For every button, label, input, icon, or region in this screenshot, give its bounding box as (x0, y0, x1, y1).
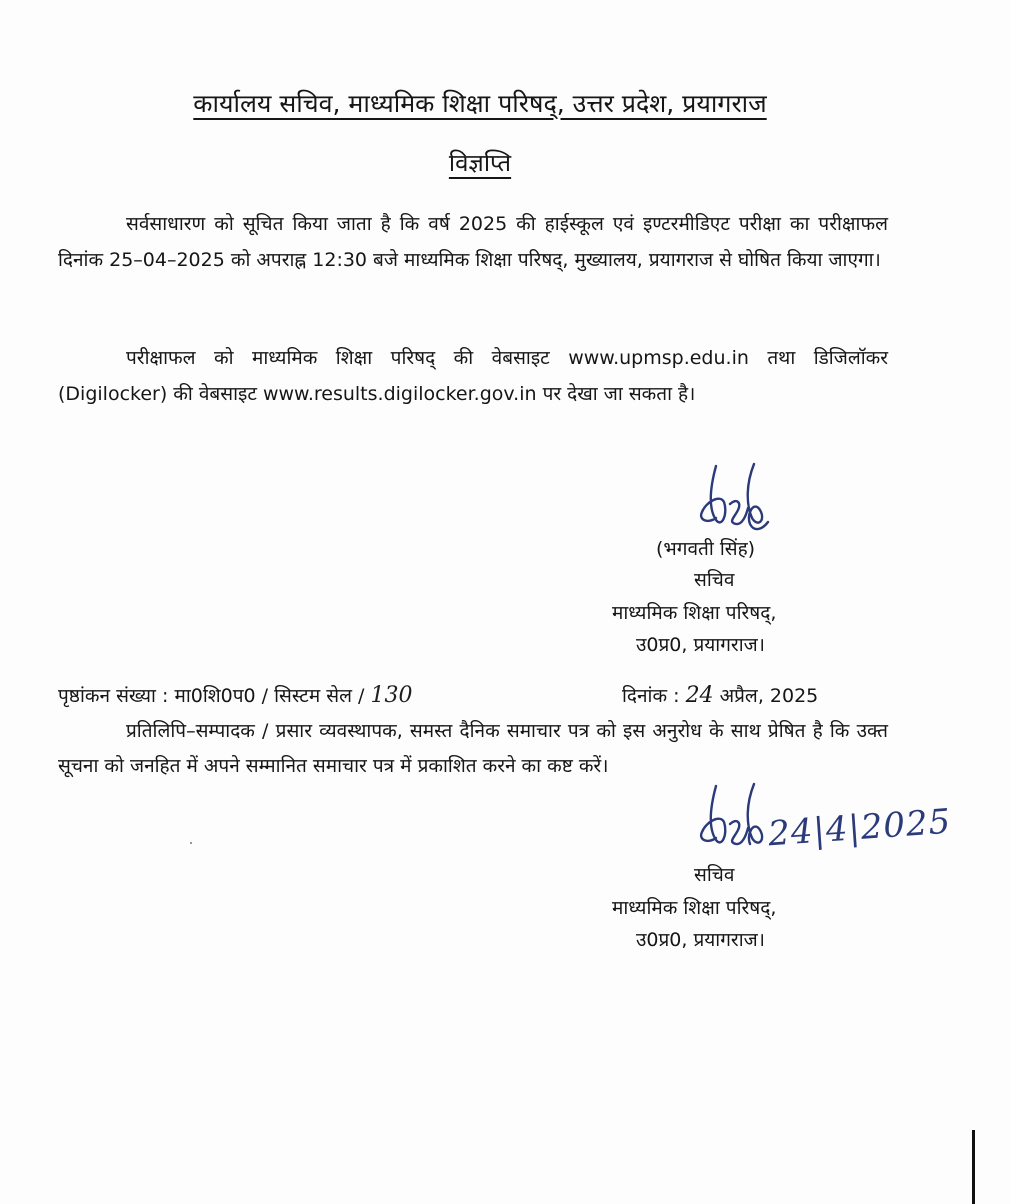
signatory-1-organisation: माध्यमिक शिक्षा परिषद्, (612, 602, 777, 624)
signature-2-icon (690, 780, 774, 860)
signature-1-icon (688, 458, 778, 538)
endorsement-date-rest: अप्रैल, 2025 (719, 685, 819, 707)
signatory-1-designation: सचिव (694, 569, 735, 591)
endorsement-date-day: 24 (685, 683, 714, 708)
endorsement-ref-label: पृष्ठांकन संख्या : मा0शि0प0 / सिस्टम सेल / (58, 685, 365, 707)
endorsement-date-label: दिनांक : (622, 685, 680, 707)
signatory-2-designation: सचिव (694, 864, 735, 886)
signatory-1-name: (भगवती सिंह) (656, 538, 756, 560)
scan-edge-mark (972, 1130, 975, 1204)
notice-paragraph-websites: परीक्षाफल को माध्यमिक शिक्षा परिषद् की वेबसाइट www.upmsp.edu.in तथा डिजिलॉकर (Digilocker) की वेबसाइट www.results.digilocker.gov.in पर देखा जा सकता है। (58, 347, 888, 405)
handwritten-date: 24|4|2025 (766, 801, 953, 855)
signatory-2-organisation: माध्यमिक शिक्षा परिषद्, (612, 897, 777, 919)
scan-speck (190, 842, 192, 844)
notice-title: विज्ञप्ति (448, 149, 512, 177)
signatory-1-place: उ0प्र0, प्रयागराज। (636, 634, 765, 656)
copy-forward-paragraph: प्रतिलिपि–सम्पादक / प्रसार व्यवस्थापक, समस्त दैनिक समाचार पत्र को इस अनुरोध के साथ प्रेषित है कि उक्त सूचना को जनहित में अपने सम्मानित समाचार पत्र में प्रकाशित करने का कष्ट करें। (58, 720, 888, 777)
endorsement-ref-number: 130 (370, 683, 413, 708)
notice-paragraph-results-date: सर्वसाधारण को सूचित किया जाता है कि वर्ष 2025 की हाईस्कूल एवं इण्टरमीडिएट परीक्षा का परीक्षाफल दिनांक 25–04–2025 को अपराह्न 12:30 बजे माध्यमिक शिक्षा परिषद्, मुख्यालय, प्रयागराज से घोषित किया जाएगा। (58, 213, 888, 271)
signatory-2-place: उ0प्र0, प्रयागराज। (636, 929, 765, 951)
office-heading: कार्यालय सचिव, माध्यमिक शिक्षा परिषद्, उत्तर प्रदेश, प्रयागराज (193, 89, 767, 118)
endorsement-date (622, 680, 818, 712)
